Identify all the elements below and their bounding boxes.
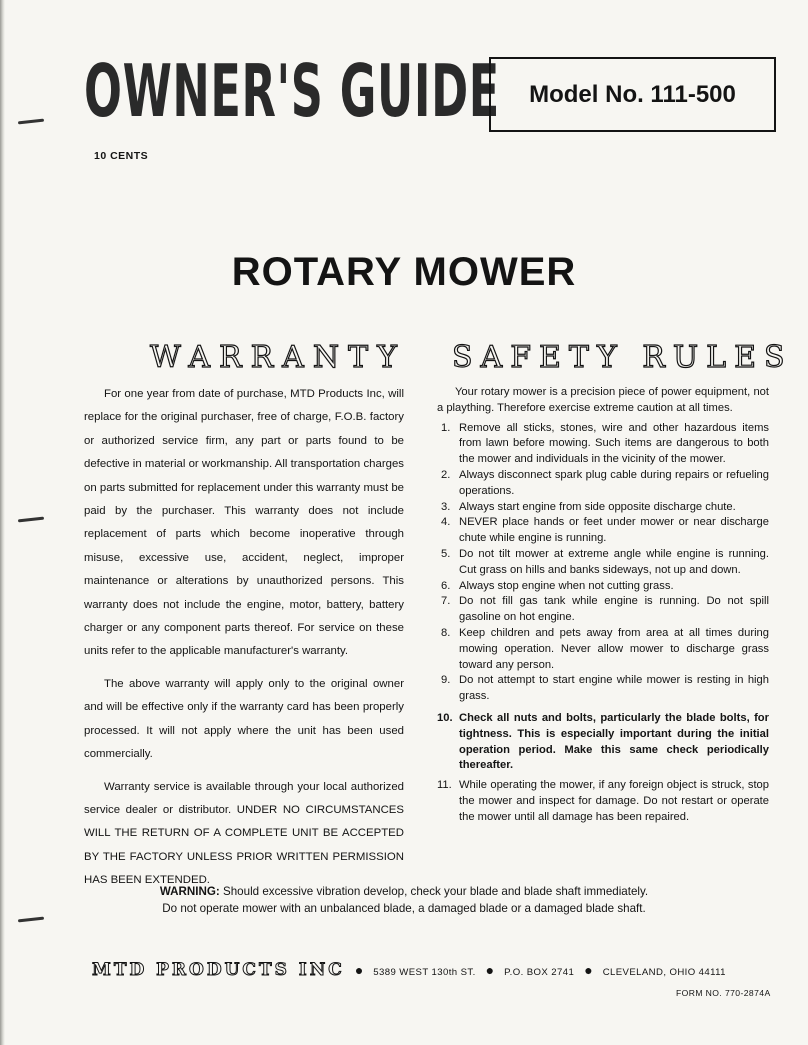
po-box: P.O. BOX 2741 — [504, 967, 575, 978]
rule-item: 4. NEVER place hands or feet under mower or near discharge chute while engine is running. — [441, 516, 769, 545]
rule-item: 2. Always disconnect spark plug cable during repairs or refueling operations. — [441, 468, 769, 497]
rule-item: 7. Do not fill gas tank while engine is running. Do not spill gasoline on hot engine. — [441, 595, 769, 624]
safety-rules-section — [437, 385, 769, 826]
margin-mark — [18, 517, 44, 523]
company-name: MTD PRODUCTS INC — [92, 960, 345, 980]
rule-item: 1. Remove all sticks, stones, wire and other hazardous items from lawn before mowing. Such items are dangerous to both the mower and individuals in the vicinity of the mower. — [441, 421, 769, 466]
model-number-box — [489, 57, 776, 132]
safety-rules-list — [437, 421, 769, 826]
bullet: ● — [485, 962, 495, 978]
warning-line: Should excessive vibration develop, check your blade and blade shaft immediately. — [223, 885, 649, 898]
page-title: ROTARY MOWER — [231, 250, 577, 294]
price-label: 10 CENTS — [94, 150, 149, 162]
warning-label: WARNING: — [159, 885, 220, 898]
margin-mark — [18, 119, 44, 125]
guide-title: OWNER'S GUIDE — [84, 49, 500, 133]
rule-item: 6. Always stop engine when not cutting grass. — [441, 579, 674, 592]
warranty-paragraph: For one year from date of purchase, MTD Products Inc, will replace for the original purchaser, free of charge, F.O.B. factory or authorized service firm, any part or parts found to be defective in material or workmanship. All transportation charges on parts submitted for replacement under this warranty must be paid by the purchaser. This warranty does not include replacement of parts which become inoperative through misuse, excessive use, accident, neglect, improper maintenance or alterations by unauthorized persons. This warranty does not include the engine, motor, battery, battery charger or any component parts thereof. For service on these units refer to the applicable manufacturer's warranty. — [84, 388, 404, 658]
form-number: FORM NO. 770-2874A — [676, 988, 771, 998]
warranty-heading: WARRANTY — [150, 340, 406, 375]
rule-item: 8. Keep children and pets away from area at all times during mowing operation. Never allow mower to discharge grass toward any person. — [441, 626, 769, 671]
margin-mark — [18, 917, 44, 923]
city-state-zip: CLEVELAND, OHIO 44111 — [602, 967, 726, 978]
rule-item: 3. Always start engine from side opposite discharge chute. — [441, 500, 736, 513]
bullet: ● — [584, 962, 593, 978]
warranty-paragraph: The above warranty will apply only to the original owner and will be effective only if the warranty card has been properly processed. It will not apply where the unit has been used commercially. — [84, 677, 404, 761]
footer-address — [92, 960, 792, 980]
warranty-section — [84, 383, 404, 902]
model-number: Model No. 111-500 — [529, 80, 736, 108]
rule-item: 9. Do not attempt to start engine while mower is resting in high grass. — [441, 674, 769, 703]
street-address: 5389 WEST 130th ST. — [373, 967, 476, 978]
rule-item: 10. Check all nuts and bolts, particularly the blade bolts, for tightness. This is especially important during the initial operation period. Make this same check periodically thereafter. — [437, 711, 769, 772]
warning-notice — [0, 883, 808, 917]
safety-intro: Your rotary mower is a precision piece of power equipment, not a plaything. Therefore exercise extreme caution at all times. — [437, 386, 769, 414]
warning-line: Do not operate mower with an unbalanced blade, a damaged blade or a damaged blade shaft. — [162, 902, 646, 915]
bullet: ● — [354, 962, 364, 978]
warranty-paragraph: Warranty service is available through your local authorized service dealer or distributor. UNDER NO CIRCUMSTANCES WILL THE RETURN OF A COMPLETE UNIT BE ACCEPTED BY THE FACTORY UNLESS PRIOR WRITTEN PERMISSION HAS BEEN EXTENDED. — [84, 780, 404, 887]
rule-item: 5. Do not tilt mower at extreme angle while engine is running. Cut grass on hills and banks sideways, not up and down. — [441, 547, 769, 576]
rule-item: 11. While operating the mower, if any foreign object is struck, stop the mower and inspect for damage. Do not restart or operate the mower until all damage has been repaired. — [437, 779, 769, 823]
safety-rules-heading: SAFETY RULES — [452, 340, 793, 375]
